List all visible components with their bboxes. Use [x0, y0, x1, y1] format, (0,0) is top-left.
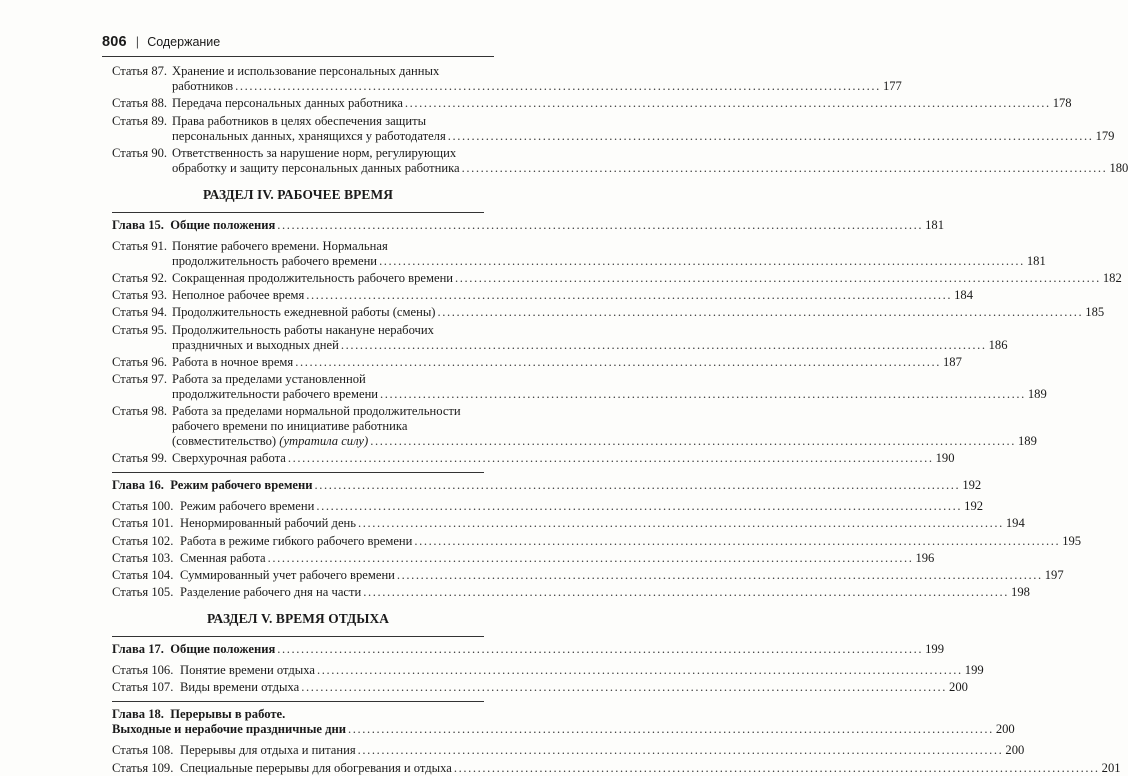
article-title	[172, 355, 962, 370]
page-ref: 196	[915, 550, 935, 565]
article-title-text: Режим рабочего времени	[180, 499, 315, 514]
page-ref: 194	[1005, 516, 1025, 531]
article-title-last-line	[180, 499, 314, 514]
chapter-18-title-line-1	[112, 707, 484, 722]
leader-dots	[288, 451, 934, 466]
article-title-last-line	[172, 305, 435, 320]
chapter-18-heading	[112, 701, 1015, 737]
leader-dots	[277, 642, 923, 657]
article-title-last-line	[180, 585, 361, 600]
article-title-last-line	[172, 355, 293, 370]
page-ref: 187	[943, 354, 962, 369]
article-title	[180, 663, 984, 678]
chapter-title: Режим рабочего времени	[170, 478, 313, 493]
chapter-15-title-line	[112, 218, 275, 233]
article-title	[180, 516, 1025, 531]
toc-entry	[112, 238, 1046, 269]
article-title	[172, 114, 1114, 144]
article-title-text: праздничных и выходных дней	[172, 337, 339, 352]
toc-entry	[112, 516, 1025, 531]
article-title-last-line	[172, 387, 378, 402]
leader-dots	[380, 387, 1026, 402]
article-title-line: Понятие рабочего времени. Нормальная	[172, 238, 388, 253]
chapter-16-title-line	[112, 478, 313, 493]
chapter-label: Глава 18.	[112, 707, 164, 722]
page-ref: 185	[1085, 305, 1105, 320]
article-title-line: Хранение и использование персональных данных	[172, 64, 440, 79]
article-title-last-line	[172, 161, 460, 176]
article-title	[172, 64, 902, 94]
page-ref: 201	[1101, 760, 1121, 775]
article-title-text: Продолжительность ежедневной работы (смены)	[172, 305, 436, 320]
page-ref: 179	[1095, 128, 1115, 143]
toc-entry	[112, 451, 955, 466]
chapter-label: Глава 15.	[112, 217, 164, 232]
leader-dots	[455, 271, 1101, 286]
leader-dots	[370, 434, 1016, 449]
page-ref: 178	[1052, 96, 1072, 111]
toc-entry	[112, 145, 1128, 176]
toc-entry	[112, 760, 1121, 776]
article-title-text: Неполное рабочее время	[172, 288, 305, 303]
article-title-text: Передача персональных данных работника	[172, 96, 403, 111]
article-title-last-line	[180, 551, 266, 566]
leader-dots	[379, 254, 1025, 269]
article-title-last-line	[172, 254, 377, 269]
article-title-last-line	[172, 79, 233, 94]
article-label: Статья 109.	[112, 760, 174, 775]
chapter-16-entries	[112, 499, 1082, 600]
chapter-label: Глава 16.	[112, 478, 164, 493]
article-title-text: продолжительности рабочего времени	[172, 386, 379, 401]
article-title	[172, 323, 1008, 353]
toc-entry	[112, 288, 973, 303]
toc-entry	[112, 322, 1008, 353]
article-title-text: (совместительство)	[172, 434, 277, 449]
article-title-last-line	[172, 434, 368, 449]
article-title	[180, 568, 1064, 583]
chapter-title: Общие положения	[170, 217, 276, 232]
article-label: Статья 103.	[112, 550, 174, 565]
leader-dots	[268, 551, 914, 566]
article-title-text: Понятие времени отдыха	[180, 663, 315, 678]
leader-dots	[277, 218, 923, 233]
leader-dots	[397, 568, 1043, 583]
chapter-18-title-line-2: Выходные и нерабочие праздничные дни	[112, 722, 347, 737]
article-label: Статья 97.	[112, 371, 168, 386]
leader-dots	[437, 305, 1083, 320]
article-title	[172, 146, 1128, 176]
leader-dots	[363, 585, 1009, 600]
toc-entry	[112, 404, 1037, 449]
leader-dots	[315, 478, 961, 493]
article-title	[172, 288, 973, 303]
article-title-text: работников	[172, 79, 234, 94]
article-title-last-line	[180, 516, 356, 531]
article-label: Статья 106.	[112, 663, 174, 678]
page-ref: 177	[882, 79, 902, 94]
page-ref: 192	[962, 478, 982, 493]
article-label: Статья 94.	[112, 305, 168, 320]
article-title-line: Продолжительность работы накануне нерабочих	[172, 322, 434, 337]
article-title-text: Суммированный учет рабочего времени	[180, 568, 395, 582]
page-ref: 182	[1102, 270, 1122, 285]
article-title-text: Сокращенная продолжительность рабочего времени	[172, 270, 454, 285]
leader-dots	[358, 516, 1004, 531]
article-title-line: Работа за пределами нормальной продолжительности	[172, 404, 461, 419]
toc-entry	[112, 113, 1115, 144]
article-title-last-line	[172, 338, 339, 353]
article-title-last-line	[172, 288, 304, 303]
chapter-18-entries	[112, 743, 1121, 775]
section-heading-iv: РАЗДЕЛ IV. РАБОЧЕЕ ВРЕМЯ	[203, 186, 393, 202]
article-label: Статья 100.	[112, 499, 174, 514]
article-label: Статья 104.	[112, 568, 174, 582]
chapter-title: Общие положения	[170, 642, 276, 657]
chapter-16-heading	[112, 472, 982, 493]
page-ref: 200	[949, 680, 968, 695]
article-title-text: Виды времени отдыха	[180, 680, 300, 695]
article-title-last-line	[180, 761, 452, 776]
article-title-last-line	[180, 534, 412, 549]
article-title-line: рабочего времени по инициативе работника	[172, 419, 408, 434]
article-title-last-line	[180, 568, 395, 583]
page-ref: 200	[1005, 743, 1025, 758]
article-title-text: Работа в режиме гибкого рабочего времени	[180, 533, 413, 548]
leader-dots	[316, 499, 962, 514]
article-label: Статья 107.	[112, 680, 174, 695]
leader-dots	[448, 129, 1094, 144]
toc-entry	[112, 743, 1025, 758]
toc-entry	[112, 270, 1122, 286]
page-header	[102, 34, 494, 57]
chapter-15-entries	[112, 238, 1122, 467]
page-ref: 199	[964, 663, 984, 678]
article-title	[172, 305, 1104, 320]
toc-entry	[112, 568, 1064, 583]
toc-top-group	[112, 64, 1128, 176]
toc-entry	[112, 663, 984, 678]
repealed-note: (утратила силу)	[279, 434, 369, 449]
page-ref: 192	[964, 499, 984, 514]
article-title-line: Ответственность за нарушение норм, регулирующих	[172, 145, 457, 160]
article-title	[172, 96, 1072, 111]
leader-dots	[341, 338, 987, 353]
article-title	[180, 551, 934, 566]
article-title-last-line	[172, 129, 446, 144]
article-title-text: Разделение рабочего дня на части	[180, 585, 362, 600]
article-title-last-line	[172, 451, 286, 466]
article-title	[180, 534, 1081, 549]
section-heading-v: РАЗДЕЛ V. ВРЕМЯ ОТДЫХА	[206, 611, 390, 627]
article-title-line: Работа за пределами установленной	[172, 371, 366, 386]
article-label: Статья 99.	[112, 451, 168, 466]
article-title	[180, 499, 983, 514]
page-ref: 198	[1011, 585, 1030, 600]
article-title	[172, 271, 1122, 286]
article-title-text: персональных данных, хранящихся у работодателя	[172, 128, 446, 143]
article-title	[172, 404, 1037, 449]
toc-entry	[112, 585, 1030, 600]
toc-content	[112, 62, 1128, 776]
leader-dots	[405, 96, 1051, 111]
article-title-text: Работа в ночное время	[172, 354, 294, 369]
toc-entry	[112, 371, 1047, 402]
article-title	[172, 239, 1046, 269]
article-label: Статья 95.	[112, 322, 168, 337]
article-title-last-line	[172, 96, 403, 111]
article-label: Статья 98.	[112, 404, 168, 419]
page-ref: 186	[988, 337, 1008, 352]
chapter-label: Глава 17.	[112, 642, 164, 657]
article-label: Статья 96.	[112, 354, 168, 369]
leader-dots	[348, 722, 994, 737]
page-ref: 180	[1109, 160, 1128, 175]
chapter-17-heading	[112, 636, 944, 657]
leader-dots	[317, 663, 963, 678]
article-label: Статья 92.	[112, 270, 168, 285]
leader-dots	[306, 288, 952, 303]
chapter-title: Перерывы в работе.	[170, 707, 286, 722]
page-ref: 184	[954, 288, 973, 303]
toc-entry	[112, 533, 1082, 549]
toc-entry	[112, 499, 984, 514]
toc-entry	[112, 550, 935, 566]
article-title-text: продолжительность рабочего времени	[172, 253, 378, 268]
chapter-17-title-line	[112, 642, 275, 657]
leader-dots	[358, 743, 1004, 758]
article-title	[180, 585, 1030, 600]
toc-entry	[112, 305, 1105, 320]
article-label: Статья 91.	[112, 238, 168, 253]
article-label: Статья 88.	[112, 96, 168, 111]
article-title-text: Сменная работа	[180, 550, 266, 565]
article-title-last-line	[180, 680, 299, 695]
article-title	[180, 680, 968, 695]
chapter-15-heading	[112, 212, 944, 233]
article-label: Статья 90.	[112, 145, 168, 160]
article-title	[180, 743, 1024, 758]
leader-dots	[235, 79, 881, 94]
page-ref: 189	[1018, 434, 1037, 449]
article-title-text: Сверхурочная работа	[172, 451, 286, 466]
page-ref: 195	[1062, 533, 1082, 548]
article-title-text: Перерывы для отдыха и питания	[180, 743, 356, 758]
toc-entry	[112, 64, 902, 94]
article-label: Статья 105.	[112, 585, 174, 600]
leader-dots	[462, 161, 1108, 176]
leader-dots	[414, 534, 1060, 549]
article-title-text: Ненормированный рабочий день	[180, 516, 357, 531]
article-title-text: обработку и защиту персональных данных работника	[172, 160, 460, 175]
leader-dots	[301, 680, 947, 695]
page-ref: 181	[925, 217, 944, 232]
toc-entry	[112, 354, 962, 370]
article-title-last-line	[180, 743, 356, 758]
page-ref: 197	[1044, 568, 1064, 582]
page-ref: 200	[995, 722, 1015, 737]
article-label: Статья 87.	[112, 64, 168, 79]
article-title-last-line	[180, 663, 315, 678]
article-title-text: Специальные перерывы для обогревания и отдыха	[180, 760, 452, 775]
article-title-last-line	[172, 271, 453, 286]
page-ref: 181	[1026, 253, 1046, 268]
article-label: Статья 108.	[112, 743, 174, 758]
article-title	[180, 761, 1121, 776]
article-label: Статья 93.	[112, 288, 168, 303]
chapter-17-entries	[112, 663, 984, 695]
article-title	[172, 451, 955, 466]
article-label: Статья 102.	[112, 533, 174, 548]
page-ref: 199	[925, 642, 944, 657]
article-title	[172, 372, 1047, 402]
header-separator: |	[135, 34, 140, 49]
page-number: 806	[102, 34, 127, 50]
article-label: Статья 101.	[112, 516, 174, 531]
page-ref: 190	[935, 451, 955, 466]
article-title-line: Права работников в целях обеспечения защиты	[172, 113, 427, 128]
leader-dots	[454, 761, 1100, 776]
leader-dots	[295, 355, 941, 370]
page-ref: 189	[1027, 386, 1047, 401]
toc-entry	[112, 96, 1072, 111]
toc-entry	[112, 680, 968, 695]
article-label: Статья 89.	[112, 113, 168, 128]
running-title: Содержание	[147, 35, 221, 49]
